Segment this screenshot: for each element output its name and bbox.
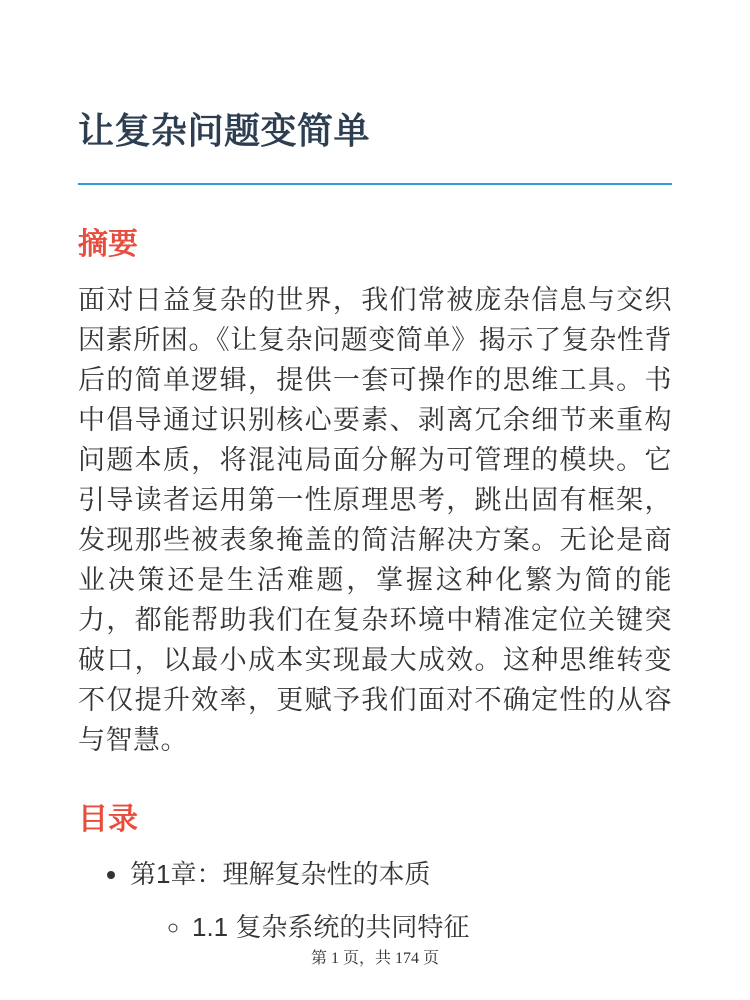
toc-subitem-label: 1.1 复杂系统的共同特征: [192, 911, 470, 942]
toc-sublist: [130, 908, 672, 947]
toc-item-chapter-1: [130, 855, 672, 947]
page-footer: [0, 945, 750, 968]
abstract-heading: 摘要: [78, 227, 138, 261]
toc-list: [78, 855, 672, 947]
abstract-paragraph: 面对日益复杂的世界，我们常被庞杂信息与交织因素所困。《让复杂问题变简单》揭示了复杂性背后的简单逻辑，提供一套可操作的思维工具。书中倡导通过识别核心要素、剥离冗余细节来重构问题本质，将混沌局面分解为可管理的模块。它引导读者运用第一性原理思考，跳出固有框架，发现那些被表象掩盖的简洁解决方案。无论是商业决策还是生活难题，掌握这种化繁为简的能力，都能帮助我们在复杂环境中精准定位关键突破口，以最小成本实现最大成效。这种思维转变不仅提升效率，更赋予我们面对不确定性的从容与智慧。: [78, 284, 672, 755]
page-title: 让复杂问题变简单: [78, 110, 371, 151]
toc-subitem-1-1: [192, 908, 672, 947]
page-indicator: 第 1 页，共 174 页: [310, 950, 439, 967]
toc-item-label: 第1章：理解复杂性的本质: [130, 858, 431, 889]
title-divider: [78, 183, 672, 185]
toc-heading: 目录: [78, 802, 138, 836]
